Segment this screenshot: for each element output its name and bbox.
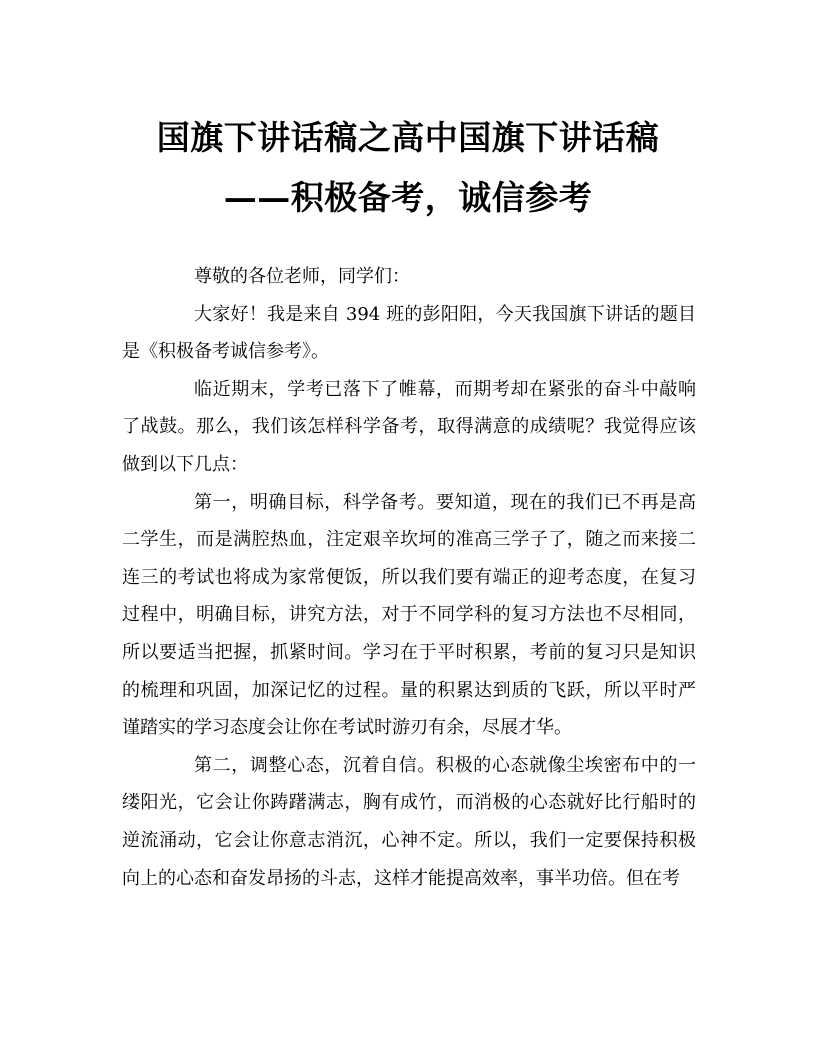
intro-paragraph: 临近期末，学考已落下了帷幕，而期考却在紧张的奋斗中敲响了战鼓。那么，我们该怎样科学备考，取得满意的成绩呢？我觉得应该做到以下几点： xyxy=(122,378,696,475)
document-subtitle: ——积极备考，诚信参考 xyxy=(223,178,593,217)
document-body xyxy=(122,258,696,897)
point-two-paragraph: 第二，调整心态，沉着自信。积极的心态就像尘埃密布中的一缕阳光，它会让你踌躇满志，胸有成竹，而消极的心态就好比行船时的逆流涌动，它会让你意志消沉，心神不定。所以，我们一定要保持积极向上的心态和奋发昂扬的斗志，这样才能提高效率，事半功倍。但在考 xyxy=(122,754,696,889)
greeting-paragraph: 大家好！我是来自 394 班的彭阳阳，今天我国旗下讲话的题目是《积极备考诚信参考》。 xyxy=(122,303,696,363)
document-title: 国旗下讲话稿之高中国旗下讲话稿 xyxy=(156,118,660,157)
point-one-paragraph: 第一，明确目标，科学备考。要知道，现在的我们已不再是高二学生，而是满腔热血，注定艰辛坎坷的准高三学子了，随之而来接二连三的考试也将成为家常便饭，所以我们要有端正的迎考态度，在复习过程中，明确目标，讲究方法，对于不同学科的复习方法也不尽相同，所以要适当把握，抓紧时间。学习在于平时积累，考前的复习只是知识的梳理和巩固，加深记忆的过程。量的积累达到质的飞跃，所以平时严谨踏实的学习态度会让你在考试时游刃有余，尽展才华。 xyxy=(122,491,696,739)
salutation-paragraph: 尊敬的各位老师，同学们： xyxy=(194,266,410,287)
